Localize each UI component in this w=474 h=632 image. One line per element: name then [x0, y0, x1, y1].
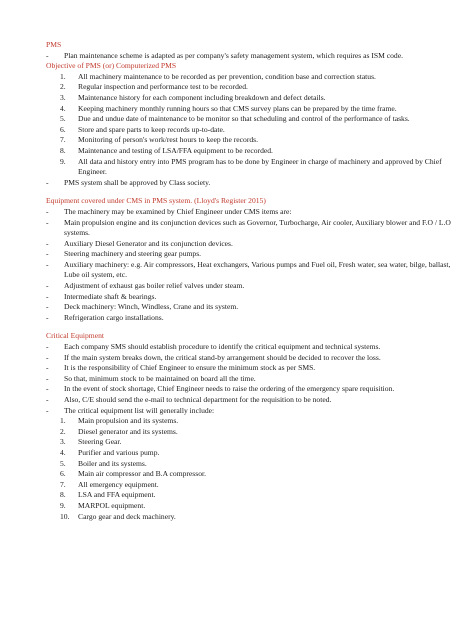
numbered-item-text: Due and undue date of maintenance to be monitor so that scheduling and control of the performance of tasks. — [78, 114, 410, 124]
list-item-text: In the event of stock shortage, Chief Engineer needs to raise the ordering of the emergency spare requisition. — [64, 384, 395, 394]
list-item — [46, 342, 464, 353]
numbered-item-text: Maintenance and testing of LSA/FFA equipment to be recorded. — [78, 145, 273, 155]
bullet-dash: - — [46, 217, 49, 227]
section-objective — [46, 61, 464, 188]
bullet-dash: - — [46, 352, 49, 362]
list-item — [46, 353, 464, 364]
item-number: 5. — [60, 114, 66, 124]
section-heading: Objective of PMS (or) Computerized PMS — [46, 61, 177, 71]
section-equipment-cms — [46, 196, 464, 323]
section-heading: Equipment covered under CMS in PMS system. (Lloyd's Register 2015) — [46, 196, 266, 206]
list-item — [46, 374, 464, 385]
list-item-text: Also, C/E should send the e-mail to technical department for the requisition to be noted. — [64, 395, 332, 404]
numbered-item-text: Maintenance history for each component including breakdown and defect details. — [78, 92, 326, 102]
numbered-item-text: Store and spare parts to keep records up-to-date. — [78, 124, 225, 134]
list-item-text: PMS system shall be approved by Class society. — [64, 177, 211, 187]
item-number: 1. — [60, 416, 66, 426]
list-item — [46, 406, 464, 417]
item-number: 8. — [60, 145, 66, 155]
item-number: 6. — [60, 469, 66, 479]
list-item — [46, 363, 464, 374]
numbered-item — [60, 93, 464, 104]
item-number: 9. — [60, 156, 66, 166]
numbered-item-text: Keeping machinery monthly running hours so that CMS survey plans can be prepared by the time frame. — [78, 103, 397, 113]
numbered-item — [60, 427, 464, 438]
item-number: 5. — [60, 458, 66, 468]
numbered-item — [60, 501, 464, 512]
list-item-text: Steering machinery and steering gear pumps. — [64, 249, 202, 259]
numbered-item — [60, 146, 464, 157]
item-number: 1. — [60, 71, 66, 81]
numbered-item — [60, 512, 464, 523]
list-item — [46, 207, 464, 218]
item-number: 7. — [60, 135, 66, 145]
bullet-dash: - — [46, 384, 49, 394]
numbered-item-text: Diesel generator and its systems. — [78, 426, 178, 436]
bullet-dash: - — [46, 206, 49, 216]
numbered-item-text: All data and history entry into PMS program has to be done by Engineer in charge of machinery and approved by Chief Engineer. — [78, 156, 442, 177]
numbered-item — [60, 72, 464, 83]
numbered-item — [60, 416, 464, 427]
list-item-text: If the main system breaks down, the critical stand-by arrangement should be decided to recover the loss. — [64, 352, 381, 362]
list-item — [46, 260, 464, 281]
numbered-item-text: Boiler and its systems. — [78, 458, 147, 468]
numbered-item-text: All machinery maintenance to be recorded as per prevention, condition base and correction status. — [78, 71, 376, 81]
item-number: 4. — [60, 103, 66, 113]
list-item — [46, 178, 464, 189]
numbered-item — [60, 82, 464, 93]
list-item-text: Intermediate shaft & bearings. — [64, 291, 157, 301]
item-number: 6. — [60, 124, 66, 134]
bullet-dash: - — [46, 291, 49, 301]
item-number: 2. — [60, 426, 66, 436]
list-item-text: Auxiliary machinery: e.g. Air compressors, Heat exchangers, Various pumps and Fuel oil, Fresh water, sea water, bilge, ballast, Lube oil system, etc. — [64, 259, 451, 280]
list-item-text: Plan maintenance scheme is adapted as per company's safety management system, which requires as ISM code. — [64, 50, 403, 60]
list-item — [46, 313, 464, 324]
numbered-item — [60, 157, 464, 178]
numbered-item-text: Main air compressor and B.A compressor. — [78, 469, 207, 479]
list-item-text: Each company SMS should establish procedure to identify the critical equipment and technical systems. — [64, 342, 381, 352]
list-item — [46, 281, 464, 292]
bullet-dash: - — [46, 363, 49, 373]
bullet-dash: - — [46, 312, 49, 322]
bullet-dash: - — [46, 302, 49, 312]
item-number: 10. — [60, 511, 70, 521]
numbered-item — [60, 104, 464, 115]
bullet-dash: - — [46, 395, 49, 404]
list-item-text: Refrigeration cargo installations. — [64, 312, 164, 322]
numbered-item-text: Steering Gear. — [78, 437, 122, 447]
item-number: 9. — [60, 500, 66, 510]
bullet-dash: - — [46, 249, 49, 259]
section-spacer — [46, 323, 464, 331]
list-item-text: Auxiliary Diesel Generator and its conjunction devices. — [64, 238, 233, 248]
bullet-dash: - — [46, 373, 49, 383]
numbered-item-text: Regular inspection and performance test to be recorded. — [78, 82, 248, 92]
item-number: 7. — [60, 479, 66, 489]
document-content — [46, 40, 464, 522]
list-item-text: Deck machinery: Winch, Windless, Crane and its system. — [64, 302, 239, 312]
bullet-dash: - — [46, 177, 49, 187]
list-item-text: Main propulsion engine and its conjunction devices such as Governor, Turbocharge, Air cooler, Auxiliary blower and F.O / L.O systems. — [64, 217, 451, 238]
list-item-text: So that, minimum stock to be maintained on board all the time. — [64, 373, 256, 383]
list-item — [46, 218, 464, 239]
numbered-item-text: LSA and FFA equipment. — [78, 490, 156, 500]
item-number: 4. — [60, 447, 66, 457]
numbered-item-text: Monitoring of person's work/rest hours to keep the records. — [78, 135, 258, 145]
numbered-item — [60, 459, 464, 470]
numbered-item — [60, 448, 464, 459]
list-item — [46, 384, 464, 395]
item-number: 3. — [60, 92, 66, 102]
list-item-text: Adjustment of exhaust gas boiler relief valves under steam. — [64, 281, 245, 291]
list-item-text: The critical equipment list will generally include: — [64, 405, 215, 415]
section-heading: Critical Equipment — [46, 331, 104, 341]
bullet-dash: - — [46, 238, 49, 248]
list-item — [46, 51, 464, 62]
item-number: 8. — [60, 490, 66, 500]
numbered-item — [60, 114, 464, 125]
bullet-dash: - — [46, 405, 49, 415]
item-number: 3. — [60, 437, 66, 447]
list-item — [46, 239, 464, 250]
list-item-text: It is the responsibility of Chief Engineer to ensure the minimum stock as per SMS. — [64, 363, 316, 373]
section-heading: PMS — [46, 40, 62, 49]
numbered-item — [60, 125, 464, 136]
numbered-item-text: MARPOL equipment. — [78, 500, 146, 510]
numbered-item-text: Main propulsion and its systems. — [78, 416, 179, 426]
item-number: 2. — [60, 82, 66, 92]
bullet-dash: - — [46, 259, 49, 269]
section-critical-equipment — [46, 331, 464, 522]
list-item — [46, 292, 464, 303]
numbered-item — [60, 469, 464, 480]
list-item — [46, 302, 464, 313]
numbered-item — [60, 480, 464, 491]
numbered-item-text: Purifier and various pump. — [78, 447, 160, 457]
numbered-item-text: Cargo gear and deck machinery. — [78, 511, 176, 521]
bullet-dash: - — [46, 281, 49, 291]
numbered-item — [60, 135, 464, 146]
list-item-text: The machinery may be examined by Chief Engineer under CMS items are: — [64, 206, 292, 216]
numbered-item-text: All emergency equipment. — [78, 479, 159, 489]
bullet-dash: - — [46, 50, 49, 60]
numbered-item — [60, 490, 464, 501]
bullet-dash: - — [46, 342, 49, 352]
list-item — [46, 249, 464, 260]
section-pms — [46, 40, 464, 61]
numbered-item — [60, 437, 464, 448]
section-spacer — [46, 188, 464, 196]
list-item — [46, 395, 464, 406]
